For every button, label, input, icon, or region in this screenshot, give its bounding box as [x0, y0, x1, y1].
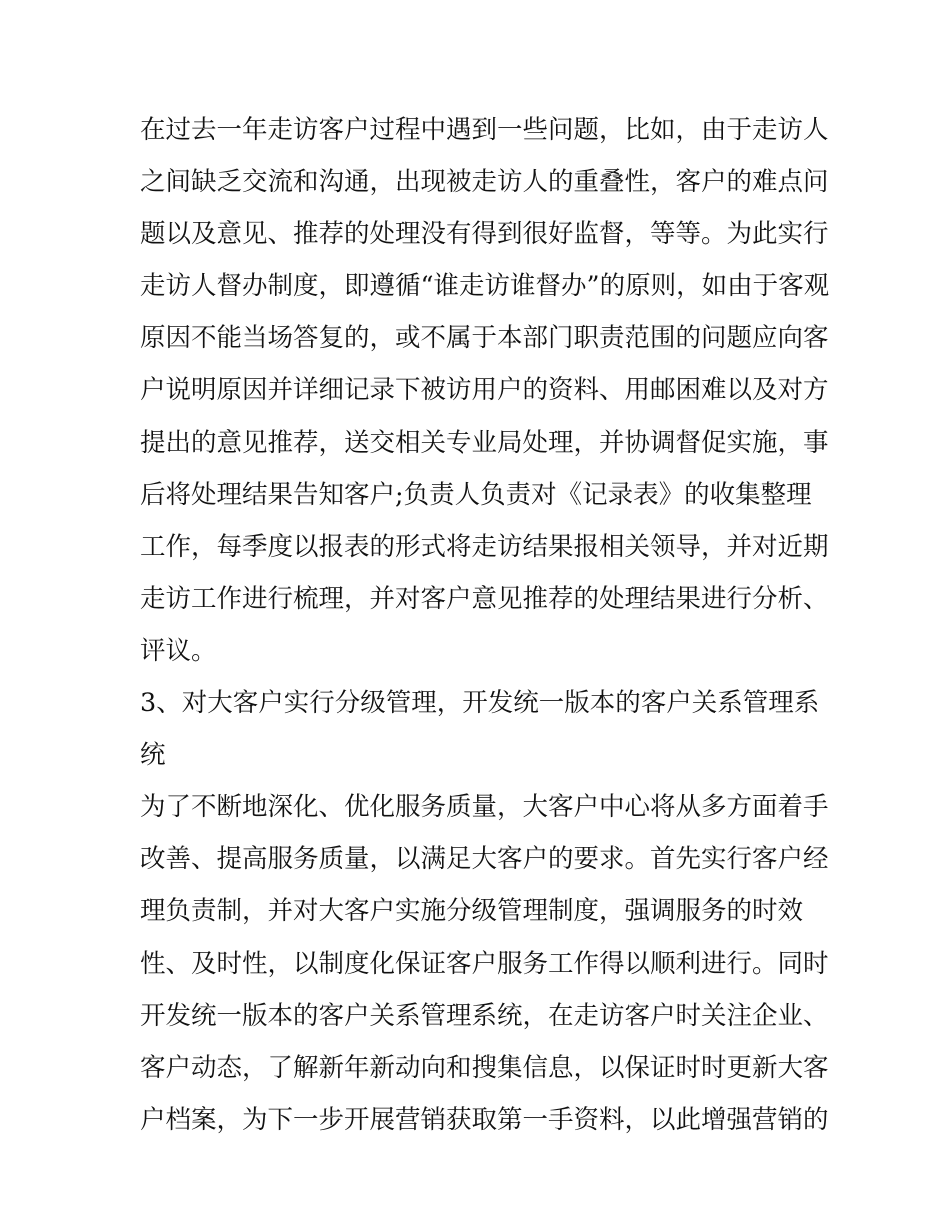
text-line: 开发统一版本的客户关系管理系统，在走访客户时关注企业、 — [140, 1000, 829, 1031]
text-line: 后将处理结果告知客户;负责人负责对《记录表》的收集整理 — [140, 479, 812, 510]
text-line: 走访工作进行梳理，并对客户意见推荐的处理结果进行分析、 — [140, 583, 829, 614]
section-heading: 统 — [140, 740, 166, 771]
text-line: 改善、提高服务质量，以满足大客户的要求。首先实行客户经 — [140, 844, 829, 875]
text-line: 客户动态，了解新年新动向和搜集信息，以保证时时更新大客 — [140, 1052, 829, 1083]
text-line: 户档案，为下一步开展营销获取第一手资料，以此增强营销的 — [140, 1104, 829, 1135]
text-line: 工作，每季度以报表的形式将走访结果报相关领导，并对近期 — [140, 531, 829, 562]
text-line: 走访人督办制度，即遵循“谁走访谁督办”的原则，如由于客观 — [140, 271, 830, 302]
text-line: 原因不能当场答复的，或不属于本部门职责范围的问题应向客 — [140, 323, 829, 354]
text-line: 之间缺乏交流和沟通，出现被走访人的重叠性，客户的难点问 — [140, 167, 829, 198]
section-heading: 3、对大客户实行分级管理，开发统一版本的客户关系管理系 — [140, 688, 820, 719]
text-line: 理负责制，并对大客户实施分级管理制度，强调服务的时效 — [140, 896, 804, 927]
text-line: 在过去一年走访客户过程中遇到一些问题，比如，由于走访人 — [140, 115, 829, 145]
text-line: 提出的意见推荐，送交相关专业局处理，并协调督促实施，事 — [140, 427, 829, 458]
text-line: 性、及时性，以制度化保证客户服务工作得以顺利进行。同时 — [140, 948, 829, 979]
text-line: 户说明原因并详细记录下被访用户的资料、用邮困难以及对方 — [140, 375, 829, 406]
text-line: 题以及意见、推荐的处理没有得到很好监督，等等。为此实行 — [140, 219, 829, 250]
body-text — [140, 104, 830, 1146]
text-line: 评议。 — [140, 635, 217, 666]
text-line: 为了不断地深化、优化服务质量，大客户中心将从多方面着手 — [140, 792, 829, 823]
